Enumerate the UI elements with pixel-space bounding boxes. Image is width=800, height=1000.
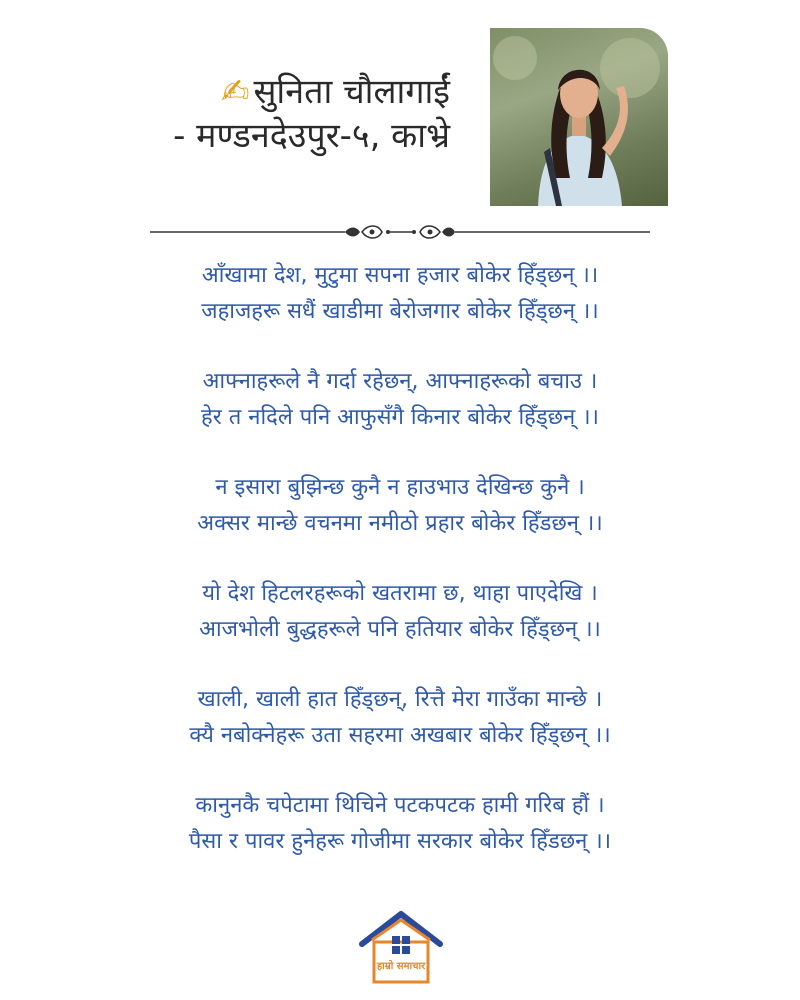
author-name-line [40,70,450,114]
poem-line: हेर त नदिले पनि आफुसँगै किनार बोकेर हिँड्छन् ।। [201,405,599,430]
poem-line: कानुनकै चपेटामा थिचिने पटकपटक हामी गरिब हौं । [195,793,605,818]
poem-line: आजभोली बुद्धहरूले पनि हतियार बोकेर हिँड्छन् ।। [199,617,601,642]
stanza-3 [60,470,740,542]
stanza-6 [60,788,740,860]
poem [60,258,740,894]
poem-line: न इसारा बुझिन्छ कुनै न हाउभाउ देखिन्छ कुनै । [215,475,585,500]
logo-text: हाम्रो समाचार [376,961,426,972]
stanza-2 [60,364,740,436]
house-logo-icon [356,910,446,984]
stanza-1 [60,258,740,330]
hamro-samachar-logo [356,910,446,984]
poem-line: क्यै नबोक्नेहरू उता सहरमा अखबार बोकेर हिँड्छन् ।। [189,723,611,748]
author-location: - मण्डनदेउपुर-५, काभ्रे [173,116,450,156]
poem-line: जहाजहरू सधैं खाडीमा बेरोजगार बोकेर हिँड्छन् ।। [201,299,599,324]
stanza-4 [60,576,740,648]
author-block [40,70,450,158]
author-name: सुनिता चौलागाईं [253,72,450,112]
stanza-5 [60,682,740,754]
poem-line: अक्सर मान्छे वचनमा नमीठो प्रहार बोकेर हिँडछन् ।। [197,511,603,536]
poem-line: आफ्नाहरूले नै गर्दा रहेछन्, आफ्नाहरूको बचाउ । [202,369,598,394]
author-photo [490,28,668,206]
poem-line: यो देश हिटलरहरूको खतरामा छ, थाहा पाएदेखि । [202,581,598,606]
writing-hand-icon: ✍ [220,72,250,112]
ornamental-divider [150,222,650,242]
poem-line: खाली, खाली हात हिँड्छन्, रित्तै मेरा गाउँका मान्छे । [197,687,603,712]
poem-line: पैसा र पावर हुनेहरू गोजीमा सरकार बोकेर हिँडछन् ।। [188,829,612,854]
author-portrait-image [490,28,668,206]
poem-line: आँखामा देश, मुटुमा सपना हजार बोकेर हिँड्छन् ।। [201,263,599,288]
